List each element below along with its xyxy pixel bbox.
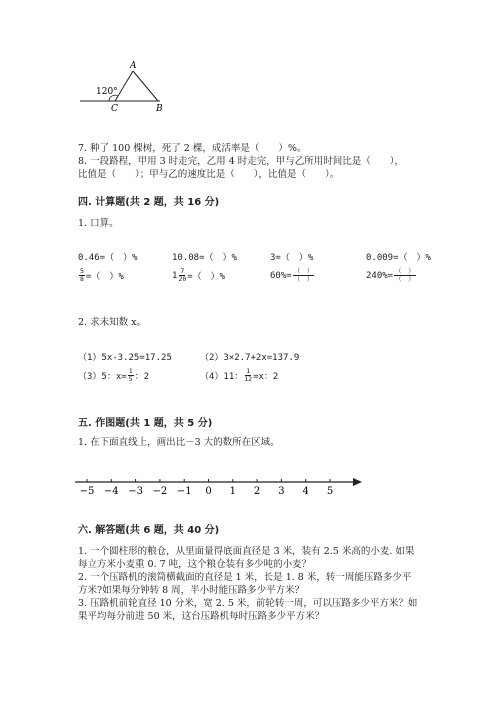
oral-calc-3: 3=（ ）% — [270, 253, 314, 263]
fraction — [244, 368, 252, 383]
number-line-tick-label: −2 — [152, 486, 168, 497]
equation-4-pre: （4）11： — [200, 372, 244, 382]
fraction-denominator: 12 — [244, 375, 253, 383]
equation-3-pre: （3）5：x= — [78, 372, 127, 382]
section-6-line-5: 3. 压路机前轮直径 10 分米，宽 2. 5 米，前轮转一周，可以压路多少平方米？如 — [78, 598, 418, 609]
oral-calc-5 — [78, 268, 124, 283]
equation-2: （2）3×2.7+2x=137.9 — [200, 353, 300, 363]
section-4-q2-title: 2. 求未知数 x。 — [78, 317, 146, 328]
question-8-line2: 比值是（ ）；甲与乙的速度比是（ ），比值是（ ）。 — [78, 169, 340, 180]
oral-calc-4: 0.009=（ ）% — [366, 253, 431, 263]
section-6-title: 六. 解答题(共 6 题，共 40 分) — [78, 525, 220, 536]
oral-calc-1: 0.46=（ ）% — [78, 253, 138, 263]
fraction-numerator: 1 — [128, 367, 133, 375]
equation-1: （1）5x-3.25=17.25 — [78, 353, 172, 363]
fraction — [128, 368, 134, 383]
vertex-b-label: B — [156, 104, 163, 113]
section-5-q1: 1. 在下面直线上，画出比－3 大的数所在区域。 — [78, 437, 280, 448]
number-line-tick-label: 2 — [253, 486, 261, 497]
fraction-numerator: 1 — [246, 367, 251, 375]
number-line-tick-label: −5 — [79, 486, 95, 497]
oral-calc-5-rest: =（ ）% — [85, 272, 124, 282]
fraction-denominator: （ ） — [293, 275, 314, 283]
section-4-title: 四. 计算题(共 2 题，共 16 分) — [78, 197, 220, 208]
number-line-tick-label: 0 — [205, 486, 212, 497]
number-line — [70, 470, 370, 500]
oral-calc-8-pre: 240%= — [366, 270, 394, 281]
fraction-denominator: 8 — [80, 275, 84, 283]
section-6-line-3: 2. 一个压路机的滚筒横截面的直径是 1 米，长是 1. 8 米，转一周能压路多少平 — [78, 572, 412, 583]
vertex-c-label: C — [111, 104, 118, 113]
section-6-line-4: 方米?如果每分钟转 8 周，半小时能压路多少平方米？ — [78, 585, 305, 596]
oral-calc-6-rest: =（ ）% — [187, 272, 226, 282]
equation-4 — [200, 368, 278, 383]
fraction — [293, 268, 315, 283]
equation-4-post: =x：2 — [253, 372, 279, 382]
number-line-tick-label: −4 — [103, 486, 119, 497]
question-7: 7. 种了 100 棵树，死了 2 棵，成活率是（ ）%。 — [78, 143, 307, 154]
number-line-tick-label: −1 — [176, 486, 192, 497]
equation-3-post: ：2 — [134, 372, 150, 382]
section-6-line-2: 每立方米小麦重 0. 7 吨，这个粮仓装有多少吨的小麦？ — [78, 559, 312, 570]
mixed-whole: 1 — [172, 270, 178, 281]
fraction — [394, 268, 416, 283]
fraction-denominator: 5 — [128, 375, 133, 383]
side-ca — [115, 71, 133, 101]
oral-calc-8 — [366, 268, 417, 283]
equation-3 — [78, 368, 149, 383]
number-line-tick-label: 1 — [229, 486, 236, 497]
fraction-numerator: （ ） — [293, 267, 314, 275]
triangle-figure — [75, 58, 175, 113]
fraction-numerator: 7 — [180, 267, 185, 275]
side-ab — [133, 71, 158, 101]
section-5-title: 五. 作图题(共 1 题，共 5 分) — [78, 418, 213, 429]
number-line-tick-label: 5 — [326, 486, 334, 497]
number-line-tick-label: 3 — [278, 486, 285, 497]
oral-calc-2: 10.08=（ ）% — [172, 253, 237, 263]
vertex-a-label: A — [130, 61, 137, 71]
fraction-denominator: 20 — [178, 275, 187, 283]
angle-label: 120° — [96, 87, 118, 97]
question-8-line1: 8. 一段路程，甲用 3 时走完，乙用 4 时走完，甲与乙所用时间比是（ ）， — [78, 156, 405, 167]
oral-calc-7 — [270, 268, 315, 283]
oral-calc-7-pre: 60%= — [270, 270, 292, 281]
fraction-denominator: （ ） — [395, 275, 415, 283]
fraction-numerator: 5 — [80, 267, 84, 275]
fraction — [178, 268, 186, 283]
number-line-tick-label: −3 — [128, 486, 143, 497]
number-line-arrow — [353, 478, 362, 486]
section-6-line-6: 果平均每分前进 50 米，这台压路机每时压路多少平方米？ — [78, 611, 325, 622]
number-line-tick-label: 4 — [302, 486, 309, 497]
section-6-line-1: 1. 一个圆柱形的粮仓，从里面量得底面直径是 3 米，装有 2.5 米高的小麦. 如果 — [78, 546, 415, 557]
section-4-q1-title: 1. 口算。 — [78, 218, 119, 229]
oral-calc-6 — [172, 268, 225, 283]
fraction — [79, 268, 85, 283]
fraction-numerator: （ ） — [395, 267, 415, 275]
